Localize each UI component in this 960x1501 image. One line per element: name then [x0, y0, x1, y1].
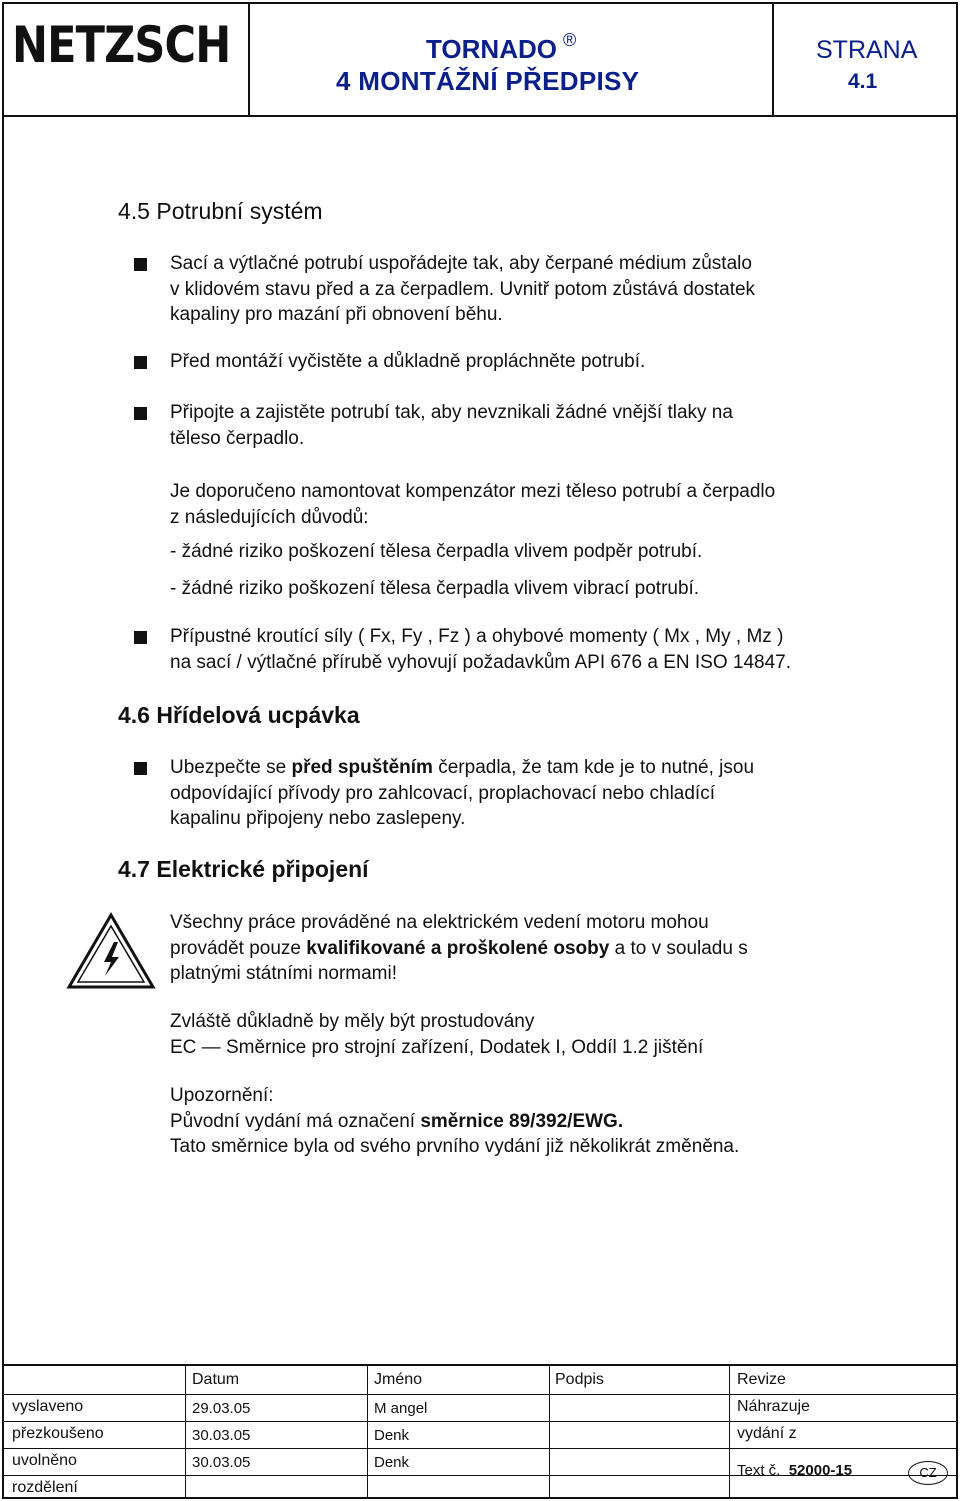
col-header-jmeno: Jméno [374, 1371, 423, 1388]
paragraph-cleaning: Před montáží vyčistěte a důkladně propláchněte potrubí. [170, 351, 646, 372]
row-date: 30.03.05 [192, 1454, 251, 1471]
row-label: přezkoušeno [12, 1425, 104, 1442]
page-header [2, 2, 958, 117]
row-name: M angel [374, 1400, 428, 1417]
col-header-datum: Datum [192, 1371, 240, 1388]
paragraph-electrical-warning: Všechny práce prováděné na elektrickém vedení motoru mohou provádět pouze kvalifikované a proškolené osoby a to v souladu s platnými státními normami! [170, 912, 748, 984]
section-heading-4-5: 4.5 Potrubní systém [118, 198, 323, 224]
company-logo: NETZSCH [12, 16, 231, 74]
col-header-podpis: Podpis [555, 1371, 604, 1388]
bullet-icon [134, 356, 147, 369]
row-date: 30.03.05 [192, 1427, 251, 1444]
high-voltage-warning-icon [66, 912, 156, 990]
row-name: Denk [374, 1427, 410, 1444]
chapter-title: 4 MONTÁŽNÍ PŘEDPISY [336, 66, 640, 96]
paragraph-connect: Připojte a zajistěte potrubí tak, aby nevznikali žádné vnější tlaky na těleso čerpadlo. [170, 402, 733, 449]
section-heading-4-6: 4.6 Hřídelová ucpávka [118, 702, 360, 728]
paragraph-note: Upozornění: Původní vydání má označení směrnice 89/392/EWG. Tato směrnice byla od svého prvního vydání již několikrát změněna. [170, 1085, 740, 1157]
edition-label: vydání z [737, 1425, 797, 1442]
page-cell [774, 2, 956, 115]
reason-vibrations: - žádné riziko poškození tělesa čerpadla vlivem vibrací potrubí. [170, 578, 700, 599]
row-date: 29.03.05 [192, 1400, 251, 1417]
document-footer [2, 1364, 958, 1499]
row-label: uvolněno [12, 1452, 77, 1469]
row-name: Denk [374, 1454, 410, 1471]
bullet-icon [134, 407, 147, 420]
bullet-icon [134, 631, 147, 644]
logo-cell [2, 2, 250, 115]
paragraph-forces: Přípustné kroutící síly ( Fx, Fy , Fz ) a ohybové momenty ( Mx , My , Mz ) na sací / výtlačné přírubě vyhovují požadavkům API 676 a EN ISO 14847. [170, 626, 792, 673]
reason-supports: - žádné riziko poškození tělesa čerpadla vlivem podpěr potrubí. [170, 541, 703, 562]
text-number: Text č. 52000-15 [737, 1462, 853, 1479]
page-number: 4.1 [848, 70, 878, 93]
product-title: TORNADO ® [426, 30, 577, 64]
paragraph-seal: Ubezpečte se před spuštěním čerpadla, že tam kde je to nutné, jsou odpovídající přívody pro zahlcovací, proplachovací nebo chladící kapalinu připojeny nebo zaslepeny. [170, 757, 755, 829]
language-badge: CZ [908, 1461, 948, 1485]
replaces-label: Náhrazuje [737, 1398, 810, 1415]
section-heading-4-7: 4.7 Elektrické připojení [118, 856, 369, 882]
paragraph-compensator: Je doporučeno namontovat kompenzátor mezi těleso potrubí a čerpadlo z následujících důvodů: [170, 481, 776, 528]
page-frame [2, 2, 958, 1499]
col-header-revize: Revize [737, 1371, 786, 1388]
registered-mark: ® [562, 30, 577, 50]
title-cell [250, 2, 774, 115]
bullet-icon [134, 762, 147, 775]
paragraph-suction-discharge: Sací a výtlačné potrubí uspořádejte tak, aby čerpané médium zůstalo v klidovém stavu před a za čerpadlem. Uvnitř potom zůstává dostatek kapaliny pro mazání při obnovení běhu. [170, 253, 756, 325]
row-label: vyslaveno [12, 1398, 84, 1415]
bullet-icon [134, 258, 147, 271]
row-label: rozdělení [12, 1479, 78, 1496]
paragraph-directive: Zvláště důkladně by měly být prostudovány EC — Směrnice pro strojní zařízení, Dodatek I, Oddíl 1.2 jištění [170, 1011, 704, 1058]
page-label: STRANA [816, 36, 918, 64]
